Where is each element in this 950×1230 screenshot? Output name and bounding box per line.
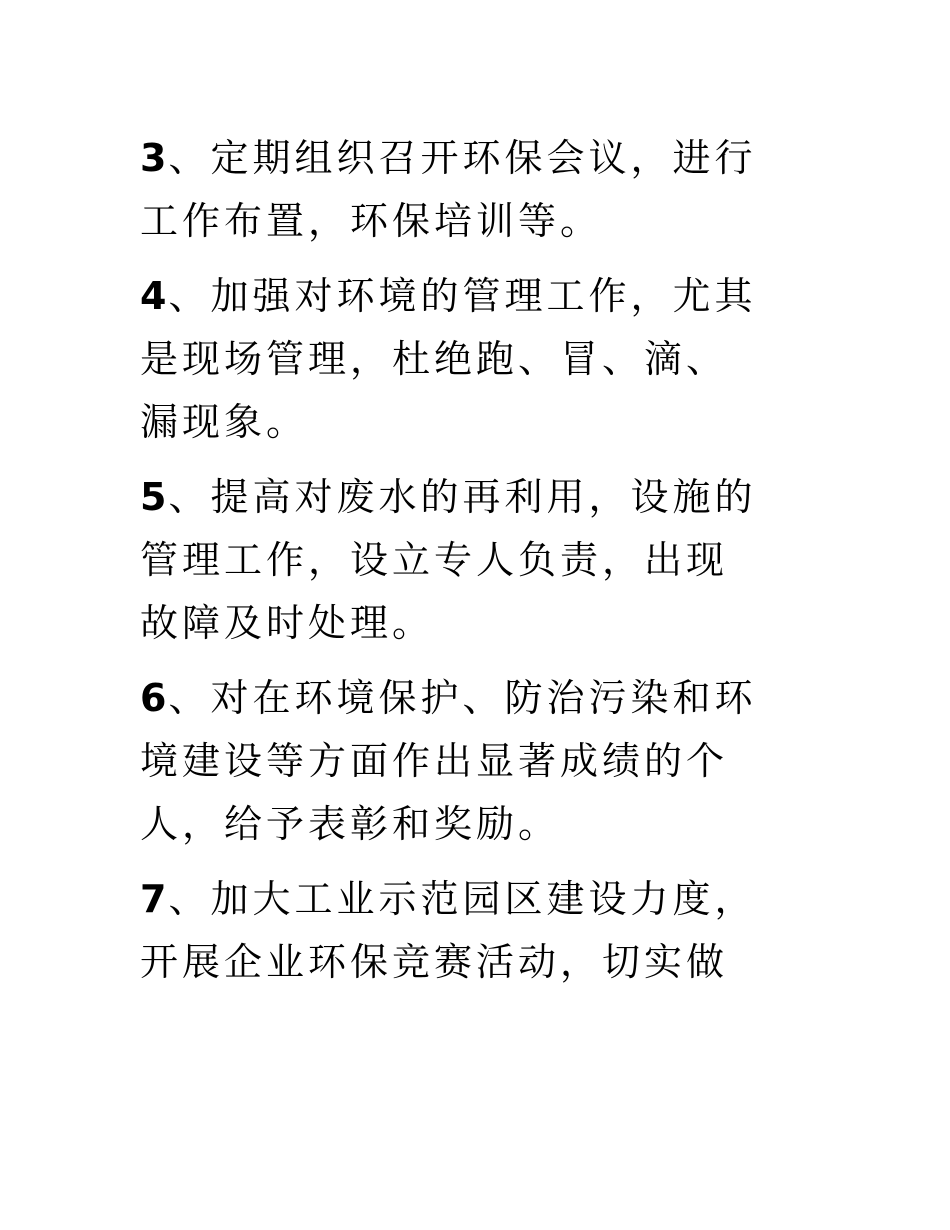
list-item-6 [140,667,820,856]
list-item-4 [140,265,820,454]
text-line: 人，给予表彰和奖励。 [140,802,561,846]
text-line: 故障及时处理。 [140,601,435,645]
text-line: 开展企业环保竞赛活动，切实做 [140,940,729,984]
text-line [140,265,820,328]
item-text: 、加强对环境的管理工作，尤其 [168,274,757,318]
item-text: 、定期组织召开环保会议，进行 [168,136,757,180]
text-line [140,868,820,931]
list-item-7 [140,868,820,994]
item-text: 、对在环境保护、防治污染和环 [168,676,757,720]
item-number: 3 [140,136,167,180]
text-line [140,667,820,730]
text-line: 漏现象。 [140,400,309,444]
text-line [140,127,820,190]
list-item-5 [140,466,820,655]
item-number: 5 [140,475,167,519]
text-line: 境建设等方面作出显著成绩的个 [140,739,729,783]
item-number: 6 [140,676,167,720]
text-line [140,466,820,529]
list-item-3 [140,127,820,253]
item-number: 4 [140,274,167,318]
document-body [140,127,820,1006]
text-line: 管理工作，设立专人负责，出现 [140,538,729,582]
text-line: 工作布置，环保培训等。 [140,199,603,243]
text-line: 是现场管理，杜绝跑、冒、滴、 [140,337,729,381]
item-number: 7 [140,877,167,921]
item-text: 、提高对废水的再利用，设施的 [168,475,757,519]
item-text: 、加大工业示范园区建设力度， [168,877,757,921]
